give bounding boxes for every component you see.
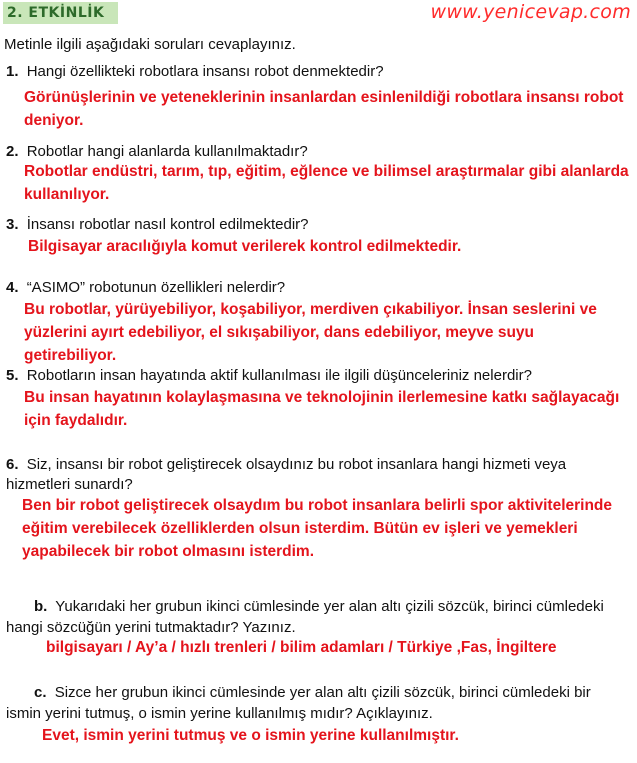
question-2	[6, 142, 629, 162]
question-text: Siz, insansı bir robot geliştirecek olsaydınız bu robot insanlara hangi hizmeti veya hizmetleri sunardı?	[6, 456, 567, 493]
question-3	[6, 215, 629, 235]
answer-b: bilgisayarı / Ay’a / hızlı trenleri / bilim adamları / Türkiye ,Fas, İngiltere	[46, 639, 557, 656]
question-4	[6, 278, 629, 298]
question-text: Robotlar hangi alanlarda kullanılmaktadır?	[26, 143, 308, 160]
answer-c: Evet, ismin yerini tutmuş ve o ismin yerine kullanılmıştır.	[42, 727, 459, 744]
question-1	[6, 62, 629, 82]
question-6	[6, 455, 629, 495]
question-number: 1.	[6, 63, 19, 80]
question-text: İnsansı robotlar nasıl kontrol edilmektedir?	[26, 216, 309, 233]
question-5	[6, 366, 629, 386]
answer-2: Robotlar endüstri, tarım, tıp, eğitim, eğlence ve bilimsel araştırmalar gibi alanlarda kullanılıyor.	[24, 163, 629, 203]
intro-instruction: Metinle ilgili aşağıdaki soruları cevaplayınız.	[4, 36, 296, 53]
part-b	[6, 596, 629, 638]
activity-label: 2. ETKİNLİK	[3, 2, 118, 24]
question-number: 4.	[6, 279, 19, 296]
question-number: 3.	[6, 216, 19, 233]
question-text: Robotların insan hayatında aktif kullanılması ile ilgili düşünceleriniz nelerdir?	[26, 367, 532, 384]
question-text: “ASIMO” robotunun özellikleri nelerdir?	[26, 279, 286, 296]
answer-1: Görünüşlerinin ve yeteneklerinin insanlardan esinlenildiği robotlara insansı robot deniyor.	[24, 89, 624, 129]
question-number: 5.	[6, 367, 19, 384]
question-text: Hangi özellikteki robotlara insansı robot denmektedir?	[26, 63, 384, 80]
answer-5: Bu insan hayatının kolaylaşmasına ve teknolojinin ilerlemesine katkı sağlayacağı için faydalıdır.	[24, 389, 620, 429]
answer-4: Bu robotlar, yürüyebiliyor, koşabiliyor, merdiven çıkabiliyor. İnsan seslerini ve yüzlerini ayırt edebiliyor, el sıkışabiliyor, dans edebiliyor, meyve suyu getirebiliyor.	[24, 301, 597, 364]
question-number: 6.	[6, 456, 19, 473]
part-text: Yukarıdaki her grubun ikinci cümlesinde yer alan altı çizili sözcük, birinci cümledeki hangi sözcüğün yerini tutmaktadır? Yazınız.	[6, 598, 604, 636]
answer-3: Bilgisayar aracılığıyla komut verilerek kontrol edilmektedir.	[28, 238, 462, 255]
question-number: 2.	[6, 143, 19, 160]
part-c	[6, 682, 629, 724]
answer-6: Ben bir robot geliştirecek olsaydım bu robot insanlara belirli spor aktivitelerinde eğitim verebilecek özelliklerden olsun isterdim. Bütün ev işleri ve yemekleri yapabilecek bir robot olmasını isterdim.	[22, 497, 613, 560]
site-watermark: www.yenicevap.com	[430, 1, 631, 23]
part-text: Sizce her grubun ikinci cümlesinde yer alan altı çizili sözcük, birinci cümledeki bir ismin yerini tutmuş, o ismin yerine kullanılmış mıdır? Açıklayınız.	[6, 684, 591, 722]
part-label: b.	[34, 598, 48, 615]
part-label: c.	[34, 684, 47, 701]
